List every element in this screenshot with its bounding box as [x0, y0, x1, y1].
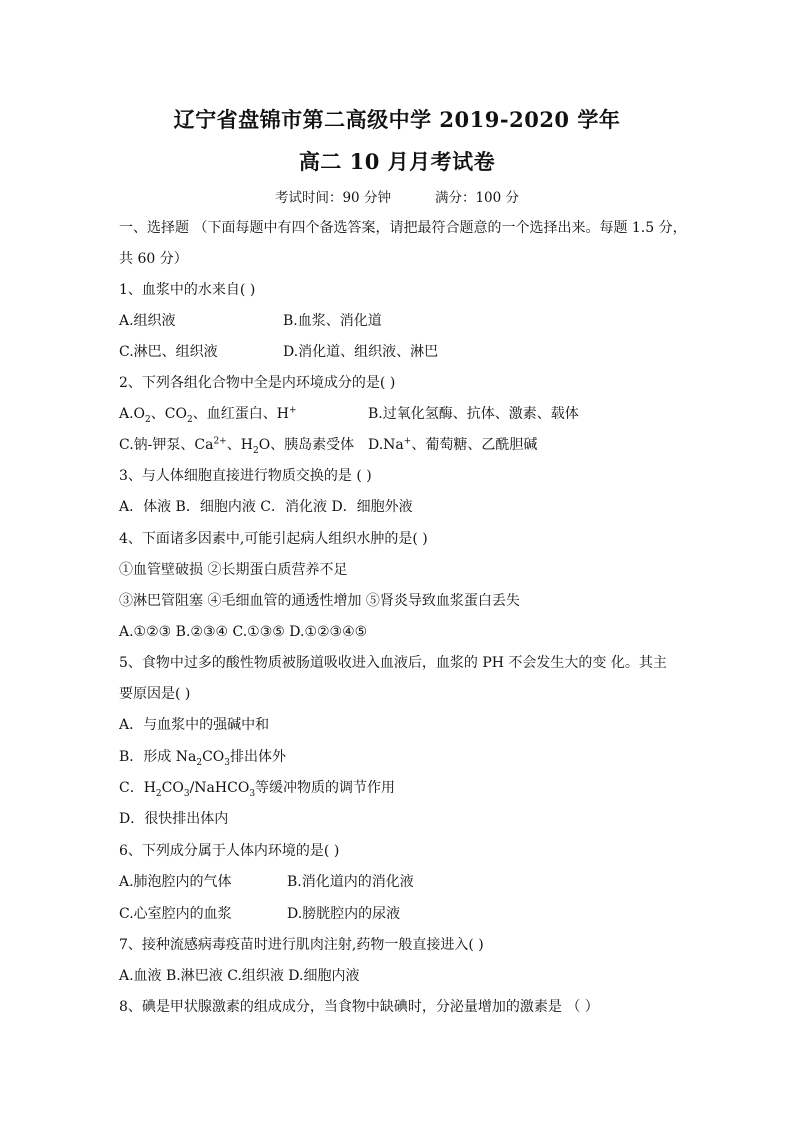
- q5-option-c: C．$H_2CO_3/NaHCO_3$等缓冲物质的调节作用: [119, 780, 396, 799]
- q8-stem: 8、碘是甲状腺激素的组成成分，当食物中缺碘时，分泌量增加的激素是 （ ）: [119, 999, 599, 1015]
- q4-stem: 4、下面诸多因素中,可能引起病人组织水肿的是( ): [119, 531, 428, 547]
- q2-option-b: B.过氧化氢酶、抗体、激素、载体: [368, 406, 579, 422]
- q6-option-b: B.消化道内的消化液: [287, 874, 414, 890]
- q2-option-a: $A.O_2$、$CO_2$、血红蛋白、H+: [119, 405, 297, 425]
- exam-title-line2: 高二 10 月月考试卷: [298, 149, 496, 174]
- q4-options: A.①②③ B.②③④ C.①③⑤ D.①②③④⑤: [119, 624, 368, 640]
- q6-option-d: D.膀胱腔内的尿液: [287, 906, 401, 922]
- q5-option-b: B．形成 $Na_2CO_3$排出体外: [119, 749, 287, 768]
- q1-stem: 1、血浆中的水来自( ): [119, 282, 256, 298]
- exam-title-line1: 辽宁省盘锦市第二高级中学 2019-2020 学年: [173, 107, 621, 132]
- q4-factors-line1: ①血管壁破损 ②长期蛋白质营养不足: [119, 562, 348, 578]
- exam-meta: [0, 186, 794, 206]
- q5-option-a: A．与血浆中的强碱中和: [119, 717, 270, 733]
- q6-option-a: A.肺泡腔内的气体: [119, 874, 232, 890]
- q3-stem: 3、与人体细胞直接进行物质交换的是 ( ): [119, 468, 372, 484]
- q4-factors-line2: ③淋巴管阻塞 ④毛细血管的通透性增加 ⑤肾炎导致血浆蛋白丢失: [119, 593, 520, 609]
- q1-option-d: D.消化道、组织液、淋巴: [283, 344, 439, 360]
- q1-option-a: A.组织液: [119, 313, 176, 329]
- q2-option-d: D.Na+、葡萄糖、乙酰胆碱: [368, 436, 538, 453]
- exam-time: 考试时间：90 分钟: [274, 190, 391, 206]
- q6-option-c: C.心室腔内的血浆: [119, 906, 232, 922]
- section-intro-line2: 共 60 分）: [119, 251, 188, 267]
- q7-stem: 7、接种流感病毒疫苗时进行肌肉注射,药物一般直接进入( ): [119, 937, 484, 953]
- q5-stem-line2: 要原因是( ): [119, 686, 191, 702]
- q3-options: A．体液 B．细胞内液 C．消化液 D．细胞外液: [119, 499, 413, 515]
- q5-stem-line1: 5、食物中过多的酸性物质被肠道吸收进入血液后，血浆的 PH 不会发生大的变 化。其主: [119, 655, 667, 671]
- q2-option-c: C.钠-钾泵、$Ca^{2+}$、$H_2O$、胰岛素受体: [119, 436, 355, 456]
- full-score: 满分：100 分: [434, 190, 520, 206]
- section-intro-line1: 一、选择题 （下面每题中有四个备选答案，请把最符合题意的一个选择出来。每题 1.5 分，: [119, 220, 687, 236]
- q2-stem: 2、下列各组化合物中全是内环境成分的是( ): [119, 375, 396, 391]
- q6-stem: 6、下列成分属于人体内环境的是( ): [119, 843, 340, 859]
- q1-option-c: C.淋巴、组织液: [119, 344, 218, 360]
- q5-option-d: D．很快排出体内: [119, 811, 229, 827]
- q7-options: A.血液 B.淋巴液 C.组织液 D.细胞内液: [119, 968, 360, 984]
- q1-option-b: B.血浆、消化道: [283, 313, 382, 329]
